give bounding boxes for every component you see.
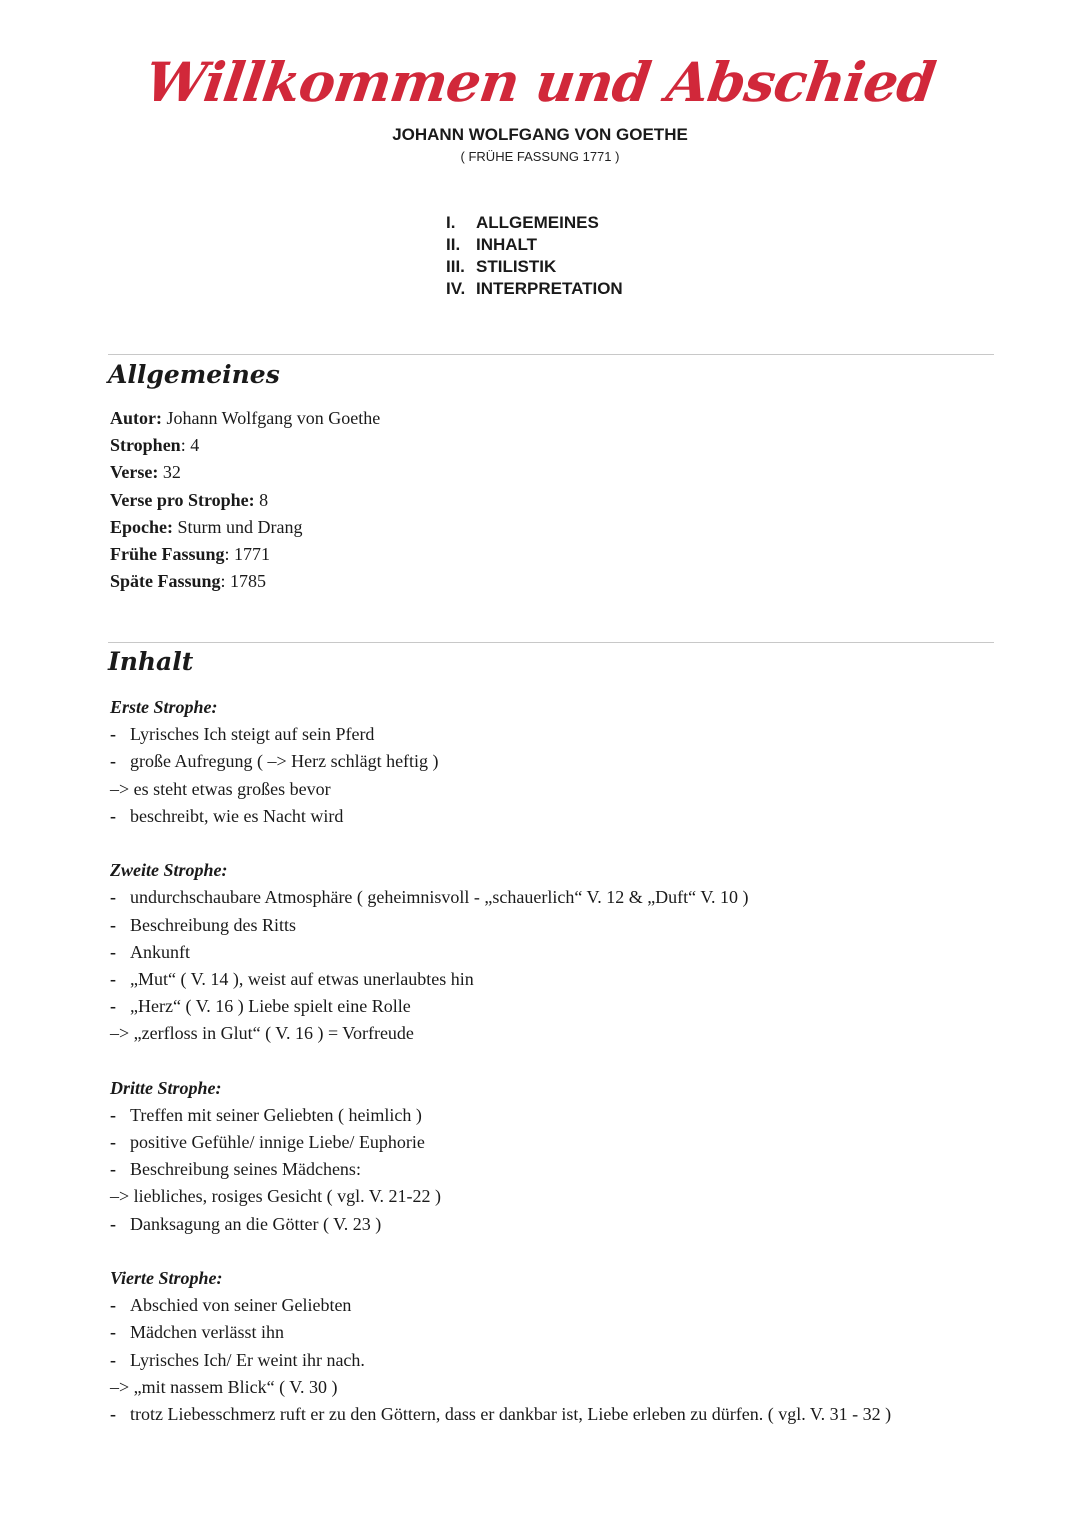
fact-strophen xyxy=(110,432,380,459)
document-title: Willkommen und Abschied xyxy=(141,50,939,114)
stanza-spacer xyxy=(110,1238,1010,1265)
arrow-conclusion: –> „zerfloss in Glut“ ( V. 16 ) = Vorfreude xyxy=(110,1023,414,1044)
section-divider xyxy=(108,642,994,643)
fact-label: Autor: xyxy=(110,408,162,428)
fact-fruehe-fassung xyxy=(110,541,380,568)
section-divider xyxy=(108,354,994,355)
toc-label: ALLGEMEINES xyxy=(476,213,599,232)
fact-value: Sturm und Drang xyxy=(173,516,303,537)
bullet-point: - große Aufregung ( –> Herz schlägt heftig ) xyxy=(110,748,1010,775)
fact-value: : 1771 xyxy=(224,544,271,565)
author-heading: JOHANN WOLFGANG VON GOETHE xyxy=(392,125,688,144)
bullet-point: - Ankunft xyxy=(110,939,1010,966)
toc-label: INHALT xyxy=(476,235,538,254)
section-heading-inhalt: Inhalt xyxy=(108,647,194,676)
fact-label: Verse pro Strophe: xyxy=(110,489,255,510)
fact-label: Späte Fassung xyxy=(110,571,221,592)
arrow-conclusion: –> es steht etwas großes bevor xyxy=(110,778,331,799)
table-of-contents xyxy=(446,212,623,300)
bullet-point: - positive Gefühle/ innige Liebe/ Euphorie xyxy=(110,1129,1010,1156)
stanza-spacer xyxy=(110,830,1010,857)
bullet-point: - Lyrisches Ich steigt auf sein Pferd xyxy=(110,721,1010,748)
fact-spaete-fassung xyxy=(110,568,380,595)
fact-label: Epoche: xyxy=(110,516,173,537)
fact-value: : 4 xyxy=(180,435,200,456)
fact-verse-pro-strophe xyxy=(110,487,380,514)
fact-value: Johann Wolfgang von Goethe xyxy=(162,408,381,428)
toc-number: II. xyxy=(446,235,461,254)
fact-label: Frühe Fassung xyxy=(110,544,225,565)
stanza-title: Vierte Strophe: xyxy=(110,1267,223,1288)
fact-label: Verse: xyxy=(110,462,159,483)
version-subtitle: ( FRÜHE FASSUNG 1771 ) xyxy=(460,149,620,164)
inhalt-content xyxy=(110,694,1010,1428)
facts-list xyxy=(110,405,380,595)
bullet-point: - Beschreibung seines Mädchens: xyxy=(110,1156,1010,1183)
stanza-title: Erste Strophe: xyxy=(110,697,218,717)
stanza-title: Zweite Strophe: xyxy=(110,860,228,881)
bullet-point: - Treffen mit seiner Geliebten ( heimlich ) xyxy=(110,1102,1010,1129)
toc-item-stilistik xyxy=(446,256,623,278)
toc-label: INTERPRETATION xyxy=(476,279,623,298)
bullet-point: - undurchschaubare Atmosphäre ( geheimnisvoll - „schauerlich“ V. 12 & „Duft“ V. 10 ) xyxy=(110,884,1010,911)
fact-autor xyxy=(110,405,380,432)
toc-item-inhalt xyxy=(446,234,623,256)
arrow-conclusion: –> „mit nassem Blick“ ( V. 30 ) xyxy=(110,1376,338,1397)
section-heading-allgemeines: Allgemeines xyxy=(108,360,280,389)
stanza-spacer xyxy=(110,1047,1010,1074)
bullet-point: - Mädchen verlässt ihn xyxy=(110,1319,1010,1346)
stanza-title: Dritte Strophe: xyxy=(110,1077,222,1098)
toc-label: STILISTIK xyxy=(476,257,557,276)
bullet-point: - „Herz“ ( V. 16 ) Liebe spielt eine Rolle xyxy=(110,993,1010,1020)
fact-epoche xyxy=(110,514,380,541)
toc-number: IV. xyxy=(446,279,466,298)
arrow-conclusion: –> liebliches, rosiges Gesicht ( vgl. V. 21-22 ) xyxy=(110,1186,441,1207)
bullet-point: - Abschied von seiner Geliebten xyxy=(110,1292,1010,1319)
toc-number: I. xyxy=(446,213,456,232)
bullet-point: - beschreibt, wie es Nacht wird xyxy=(110,803,1010,830)
toc-item-interpretation xyxy=(446,278,623,300)
fact-value: 8 xyxy=(254,489,269,510)
fact-verse xyxy=(110,459,380,486)
bullet-point: - trotz Liebesschmerz ruft er zu den Göttern, dass er dankbar ist, Liebe erleben zu dürfen. ( vgl. V. 31 - 32 ) xyxy=(110,1401,1010,1428)
bullet-point: - Beschreibung des Ritts xyxy=(110,912,1010,939)
bullet-point: - Lyrisches Ich/ Er weint ihr nach. xyxy=(110,1347,1010,1374)
toc-number: III. xyxy=(446,257,465,276)
fact-label: Strophen xyxy=(110,435,181,456)
bullet-point: - „Mut“ ( V. 14 ), weist auf etwas unerlaubtes hin xyxy=(110,966,1010,993)
fact-value: 32 xyxy=(158,462,181,483)
fact-value: : 1785 xyxy=(220,571,267,592)
toc-item-allgemeines xyxy=(446,212,623,234)
bullet-point: - Danksagung an die Götter ( V. 23 ) xyxy=(110,1211,1010,1238)
